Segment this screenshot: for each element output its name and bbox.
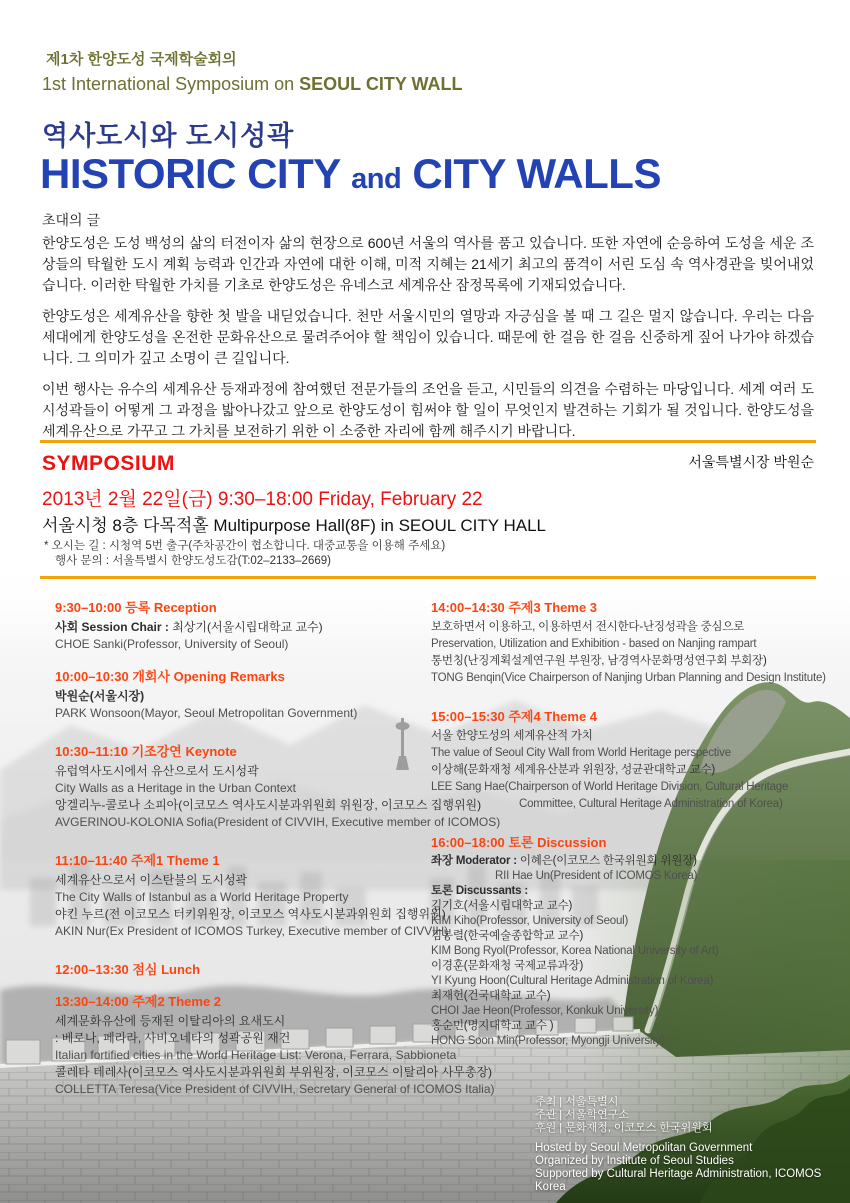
session-line: COLLETTA Teresa(Vice President of CIVVIH, Secretary General of ICOMOS Italia) — [55, 1082, 495, 1096]
schedule-column-right — [431, 597, 847, 1062]
title-english-part1: HISTORIC CITY — [40, 150, 340, 197]
session-header: 11:10–11:40 주제1 Theme 1 — [55, 853, 220, 868]
session-line: 최재헌(건국대학교 교수) — [431, 990, 551, 1002]
credits-korean — [535, 1096, 850, 1135]
session-line: 야킨 누르(전 이코모스 터키위원장, 이코모스 역사도시분과위원회 집행위원) — [55, 907, 446, 921]
session-line: City Walls as a Heritage in the Urban Context — [55, 781, 296, 795]
session-line: YI Kyung Hoon(Cultural Heritage Administration of Korea) — [431, 975, 714, 987]
session-line: Committee, Cultural Heritage Administration of Korea) — [519, 798, 783, 810]
session-reception — [55, 597, 435, 653]
session-line: KIM Bong Ryol(Professor, Korea National University of Art) — [431, 945, 719, 957]
kicker-english-bold: SEOUL CITY WALL — [299, 74, 463, 94]
title-english-and: and — [351, 163, 402, 195]
session-theme4 — [431, 706, 847, 813]
session-header: 10:30–11:10 기조강연 Keynote — [55, 744, 237, 759]
session-line: 앙겔리누-콜로나 소피아(이코모스 역사도시분과위원회 위원장, 이코모스 집행위원) — [55, 798, 482, 812]
symposium-datetime: 2013년 2월 22일(금) 9:30–18:00 Friday, February 22 — [42, 489, 483, 510]
session-line: Italian fortified cities in the World Heritage List: Verona, Ferrara, Sabbioneta — [55, 1048, 457, 1062]
session-line: LEE Sang Hae(Chairperson of World Heritage Division, Cultural Heritage — [431, 781, 789, 793]
session-line-text: 이혜은(이코모스 한국위원회 위원장) — [519, 855, 697, 867]
session-line: The value of Seoul City Wall from World Heritage perspective — [431, 747, 731, 759]
symposium-venue: 서울시청 8층 다목적홀 Multipurpose Hall(8F) in SEOUL CITY HALL — [42, 516, 546, 535]
credit-supporter-en: Supported by Cultural Heritage Administration, ICOMOS Korea — [535, 1168, 822, 1193]
session-line: 서울 한양도성의 세계유산적 가치 — [431, 730, 593, 742]
session-line: CHOE Sanki(Professor, University of Seoul) — [55, 637, 289, 651]
invitation-paragraph-1: 한양도성은 도성 백성의 삶의 터전이자 삶의 현장으로 600년 서울의 역사를 품고 있습니다. 또한 자연에 순응하여 도성을 세운 조상들의 탁월한 도시 계획 능력과 인간과 자연에 대한 이해, 미적 지혜는 21세기 최고의 품격이 서린 도심 속 역사경관을 빚어내었습니다. 이러한 탁월한 가치를 기초로 한양도성은 유네스코 세계유산 잠정목록에 기재되었습니다. — [42, 235, 814, 293]
session-header: 15:00–15:30 주제4 Theme 4 — [431, 709, 598, 724]
session-discussion — [431, 832, 847, 1049]
credit-supporter-ko: 후원 | 문화재청, 이코모스 한국위원회 — [535, 1122, 713, 1134]
session-line: 김봉렬(한국예술종합학교 교수) — [431, 930, 584, 942]
session-header: 9:30–10:00 등록 Reception — [55, 600, 217, 615]
session-line: CHOI Jae Heon(Professor, Konkuk University) — [431, 1005, 659, 1017]
session-line: 이경훈(문화재청 국제교류과장) — [431, 960, 584, 972]
session-header: 10:00–10:30 개회사 Opening Remarks — [55, 669, 285, 684]
session-header: 16:00–18:00 토론 Discussion — [431, 835, 607, 850]
session-line: 박원순(서울시장) — [55, 689, 145, 703]
session-line: AKIN Nur(Ex President of ICOMOS Turkey, Executive member of CIVVIH) — [55, 924, 449, 938]
session-line: 토론 Discussants : — [431, 885, 528, 897]
divider-bottom — [40, 576, 816, 579]
session-line: PARK Wonsoon(Mayor, Seoul Metropolitan Government) — [55, 706, 358, 720]
credit-organizer-en: Organized by Institute of Seoul Studies — [535, 1155, 734, 1167]
session-line: KIM Kiho(Professor, University of Seoul) — [431, 915, 629, 927]
kicker-english — [42, 74, 463, 95]
session-line: Preservation, Utilization and Exhibition - based on Nanjing rampart — [431, 638, 757, 650]
title-english — [40, 150, 661, 198]
session-line: 세계문화유산에 등재된 이탈리아의 요새도시 — [55, 1014, 286, 1028]
session-line: 김기호(서울시립대학교 교수) — [431, 900, 573, 912]
session-line: 이상해(문화재청 세계유산분과 위원장, 성균관대학교 교수) — [431, 764, 716, 776]
session-line — [55, 619, 435, 636]
symposium-label: SYMPOSIUM — [42, 452, 175, 475]
credits-english — [535, 1142, 850, 1194]
session-header: 13:30–14:00 주제2 Theme 2 — [55, 994, 222, 1009]
session-line: AVGERINOU-KOLONIA Sofia(President of CIVVIH, Executive member of ICOMOS) — [55, 815, 501, 829]
invitation-text — [42, 233, 814, 473]
session-lunch — [55, 959, 435, 978]
session-opening-remarks — [55, 666, 435, 722]
session-line: : 베로나, 페라라, 사비오네타의 성곽공원 재건 — [55, 1031, 291, 1045]
session-theme3 — [431, 597, 847, 687]
session-line: The City Walls of Istanbul as a World Heritage Property — [55, 890, 349, 904]
session-line: 콜레타 테레사(이코모스 역사도시분과위원회 부위원장, 이코모스 이탈리아 사무총장) — [55, 1065, 493, 1079]
session-line: 세계유산으로서 이스탄불의 도시성곽 — [55, 873, 248, 887]
session-line-text: 최상기(서울시립대학교 교수) — [172, 620, 323, 634]
session-theme1 — [55, 850, 449, 940]
session-header: 12:00–13:30 점심 Lunch — [55, 962, 201, 977]
credit-organizer-ko: 주관 | 서울학연구소 — [535, 1109, 629, 1121]
mayor-signature: 서울특별시장 박원순 — [688, 454, 814, 470]
session-line — [431, 854, 847, 869]
kicker-english-prefix: 1st International Symposium on — [42, 74, 300, 94]
session-line: 통번칭(난징계획설계연구원 부원장, 남경역사문화명성연구회 부회장) — [431, 655, 767, 667]
symposium-contact-note: 행사 문의 : 서울특별시 한양도성도감(T:02–2133–2669) — [55, 555, 331, 567]
title-korean: 역사도시와 도시성곽 — [42, 121, 295, 151]
session-line-label: 사회 Session Chair : — [55, 620, 173, 634]
credit-host-ko: 주최 | 서울특별시 — [535, 1096, 619, 1108]
divider-top — [40, 440, 816, 443]
invitation-heading: 초대의 글 — [42, 212, 100, 228]
credit-host-en: Hosted by Seoul Metropolitan Government — [535, 1142, 753, 1154]
session-header: 14:00–14:30 주제3 Theme 3 — [431, 600, 598, 615]
session-line-label: 좌장 Moderator : — [431, 855, 520, 867]
session-line: 유럽역사도시에서 유산으로서 도시성곽 — [55, 764, 259, 778]
session-line: RII Hae Un(President of ICOMOS Korea) — [495, 870, 698, 882]
session-line: HONG Soon Min(Professor, Myongji University) — [431, 1035, 665, 1047]
session-line: 보호하면서 이용하고, 이용하면서 전시한다-난징성곽을 중심으로 — [431, 621, 745, 633]
invitation-paragraph-3: 이번 행사는 유수의 세계유산 등재과정에 참여했던 전문가들의 조언을 듣고, 시민들의 의견을 수렴하는 마당입니다. 세계 여러 도시성곽들이 어떻게 그 과정을 밟아나갔고 앞으로 한양도성이 힘써야 할 일이 무엇인지 발견하는 기회가 될 것입니다. 한양도성을 세계유산으로 가꾸고 그 가치를 보전하기 위한 이 소중한 자리에 함께 해주시기 바랍니다. — [42, 381, 814, 439]
session-line: 홍순민(명지대학교 교수 ) — [431, 1020, 554, 1032]
title-english-part2: CITY WALLS — [412, 150, 661, 197]
session-keynote — [55, 741, 501, 831]
session-line: TONG Benqin(Vice Chairperson of Nanjing Urban Planning and Design Institute) — [431, 672, 826, 684]
kicker-korean: 제1차 한양도성 국제학술회의 — [46, 51, 237, 68]
invitation-paragraph-2: 한양도성은 세계유산을 향한 첫 발을 내딛었습니다. 천만 서울시민의 열망과 자긍심을 볼 때 그 길은 멀지 않습니다. 우리는 다음 세대에게 한양도성을 온전한 문화유산으로 물려주어야 할 책임이 있습니다. 때문에 한 걸음 한 걸음 신중하게 짚어 나가야 하겠습니다. 그 의미가 깊고 소명이 큰 길입니다. — [42, 308, 814, 366]
credits — [535, 1096, 850, 1194]
symposium-directions-note: * 오시는 길 : 시청역 5번 출구(주차공간이 협소합니다. 대중교통을 이용해 주세요) — [44, 540, 446, 552]
